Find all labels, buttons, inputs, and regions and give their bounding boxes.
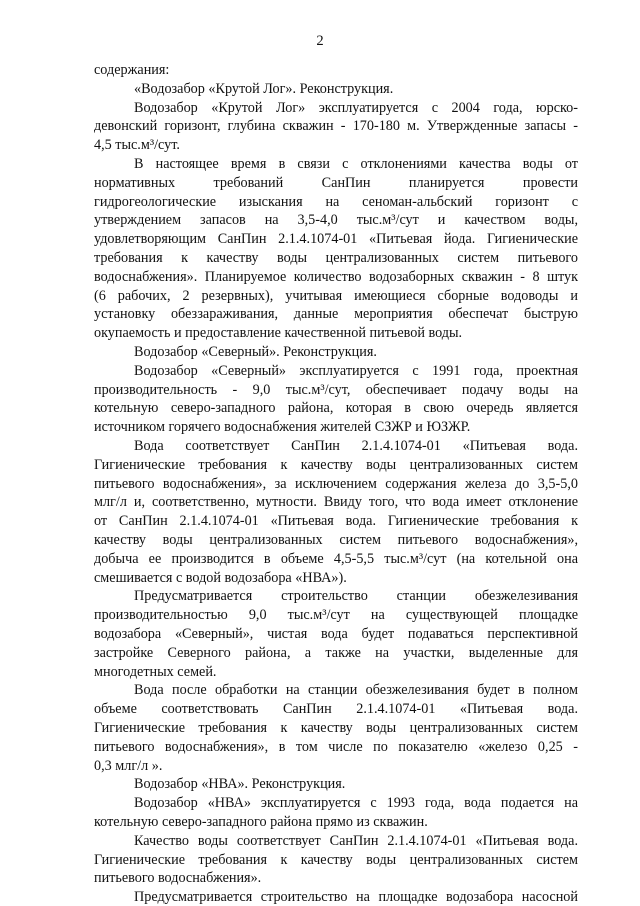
text-line: (6 рабочих, 2 резервных), учитывая имеющиеся сборные водоводы и [94,287,578,304]
text-line: качеству воды централизованных систем питьевого водоснабжения», [94,532,578,548]
text-line: млг/л и, соответственно, мутности. Ввиду того, что вода имеет отклонение [94,494,578,511]
text-line: требования к качеству воды централизованных систем питьевого [94,250,578,266]
text-line: Гигиенические требования к качеству воды централизованных систем [94,851,578,868]
text-line: 4,5 тыс.м³/сут. [94,137,180,154]
text-line: котельную северо-западного района, которая в свою очередь является [94,400,578,417]
text-line: окупаемость и предоставление качественной питьевой воды. [94,325,463,342]
text-line: нормативных требований СанПин планируется провести [94,174,578,191]
text-line: гидрогеологические изыскания на сеноман-альбский горизонт с [94,193,578,210]
text-line: утверждением запасов на 3,5-4,0 тыс.м³/сут и качеством воды, [94,212,578,229]
text-line: источником горячего водоснабжения жителей СЗЖР и ЮЗЖР. [94,419,471,436]
text-line: 0,3 млг/л ». [94,757,163,774]
text-line: застройке Северного района, а также на участки, выделенные для [94,644,578,661]
text-line: водоснабжения». Планируемое количество водозаборных скважин - 8 штук [94,268,578,285]
text-line: котельную северо-западного района прямо из скважин. [94,814,428,830]
text-line: удовлетворяющим СанПин 2.1.4.1074-01 «Питьевая йода. Гигиенические [94,231,578,248]
text-line: питьевого водоснабжения», в том числе по показателю «железо 0,25 - [94,738,578,755]
text-line: питьевого водоснабжения», за исключением содержания железа до 3,5-5,0 [94,475,578,492]
text-line: смешивается с водой водозабора «НВА»). [94,569,347,586]
page-number: 2 [316,33,324,49]
text-line: питьевого водоснабжения». [94,870,262,887]
text-line: добыча ее производится в объеме 4,5-5,5 тыс.м³/сут (на котельной она [94,550,578,567]
text-line: установку обеззараживания, данные мероприятия обеспечат быструю [94,306,578,323]
text-line: В настоящее время в связи с отклонениями качества воды от [134,156,578,172]
text-line: Качество воды соответствует СанПин 2.1.4.1074-01 «Питьевая вода. [134,832,578,849]
text-line: Вода после обработки на станции обезжелезивания будет в полном [134,682,578,699]
text-line: девонский горизонт, глубина скважин - 170-180 м. Утвержденные запасы - [94,118,578,135]
section-heading: Водозабор «НВА». Реконструкция. [134,776,346,793]
text-line: Водозабор «НВА» эксплуатируется с 1993 года, вода подается на [134,795,578,812]
text-line: содержания: [94,62,170,78]
text-line: производительностью 9,0 тыс.м³/сут на существующей площадке [94,607,578,624]
text-line: Водозабор «Северный» эксплуатируется с 1991 года, проектная [134,362,578,379]
text-line: Вода соответствует СанПин 2.1.4.1074-01 «Питьевая вода. [134,438,578,454]
text-line: многодетных семей. [94,663,217,680]
text-line: Гигиенические требования к качеству воды централизованных систем [94,720,578,736]
text-line: объеме соответствовать СанПин 2.1.4.1074-01 «Питьевая вода. [94,701,578,718]
section-heading: Водозабор «Северный». Реконструкция. [134,344,377,360]
text-line: производительность - 9,0 тыс.м³/сут, обеспечивает подачу воды на [94,381,578,398]
text-line: Предусматривается строительство на площадке водозабора насосной [134,889,578,906]
text-line: от СанПин 2.1.4.1074-01 «Питьевая вода. Гигиенические требования к [94,513,578,530]
text-line: Гигиенические требования к качеству воды централизованных систем [94,456,578,473]
text-line: Водозабор «Крутой Лог» эксплуатируется с 2004 года, юрско- [134,99,578,116]
text-line: Предусматривается строительство станции обезжелезивания [134,588,578,605]
section-heading: «Водозабор «Крутой Лог». Реконструкция. [134,80,394,97]
text-line: водозабора «Северный», чистая вода будет подаваться перспективной [94,626,578,642]
